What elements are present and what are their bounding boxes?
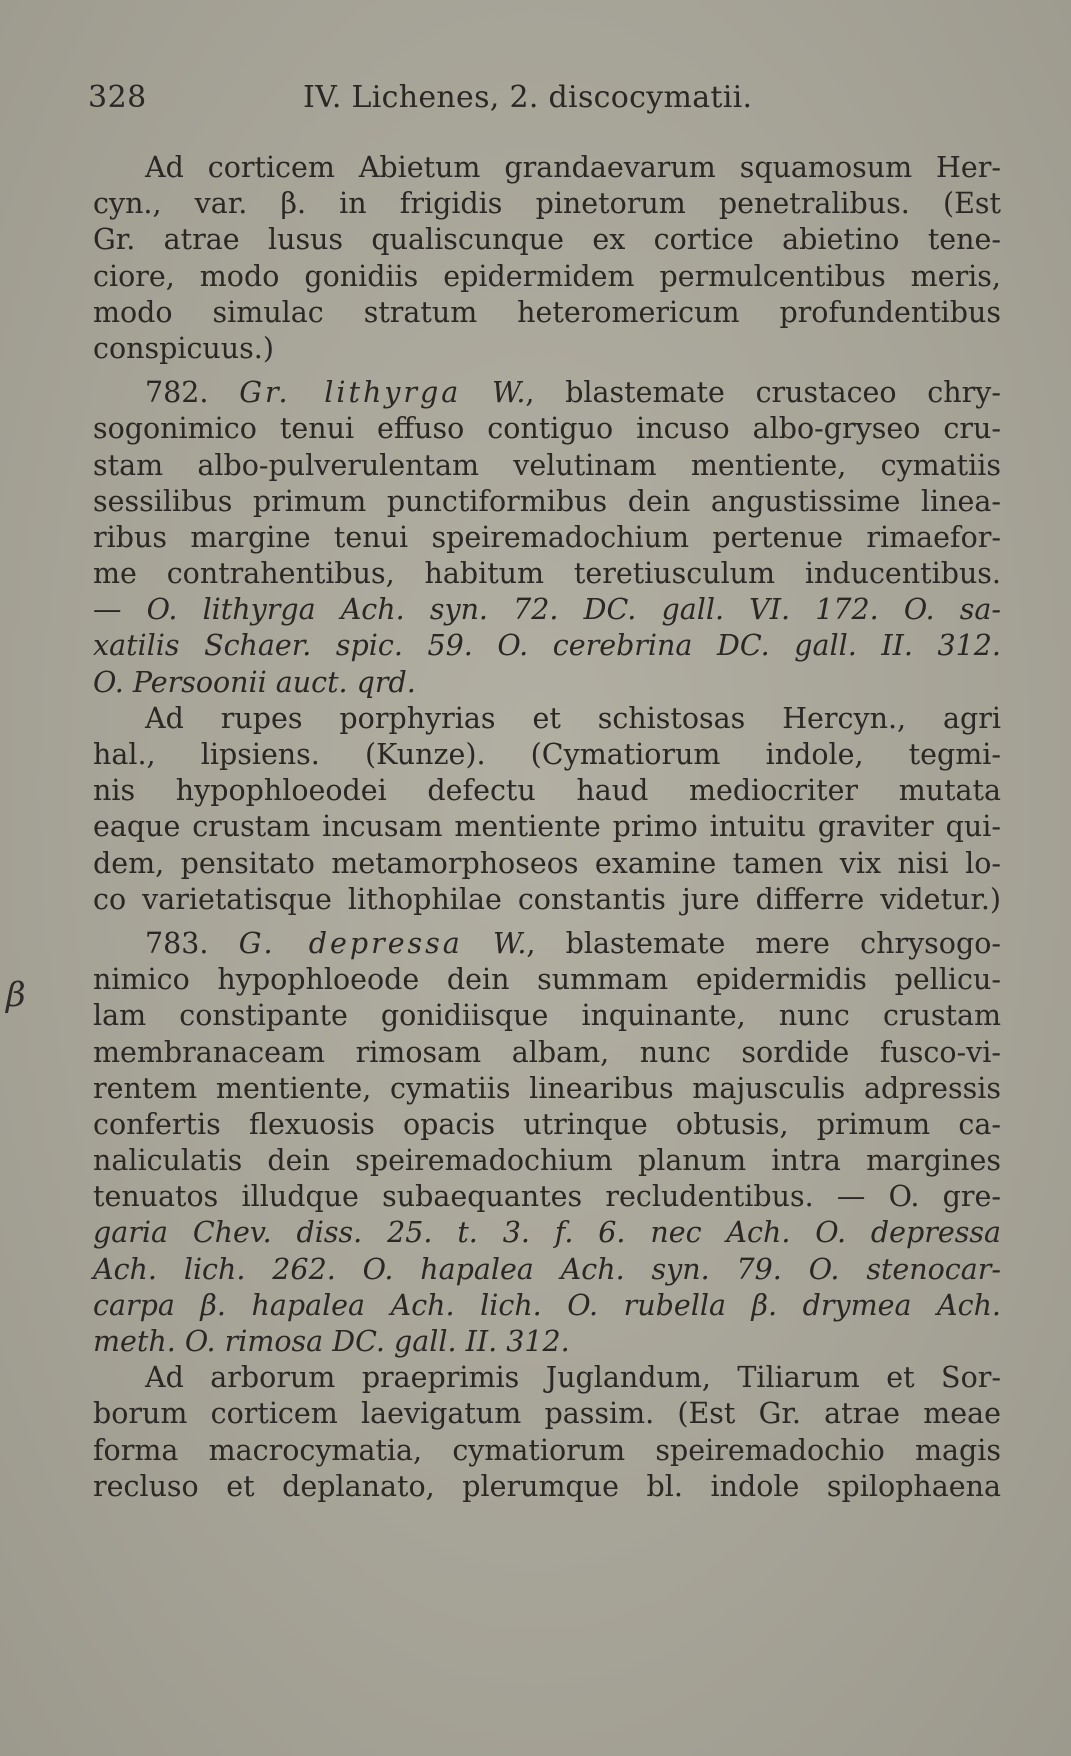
species-author: W. xyxy=(461,376,526,410)
running-title: IV. Lichenes, 2. discocymatii. xyxy=(303,80,753,115)
text-line: O. Persoonii auct. qrd. xyxy=(93,665,416,699)
species-number: 782. xyxy=(145,376,240,410)
text-line: carpa β. hapalea Ach. lich. O. rubella β. drymea Ach. xyxy=(93,1288,1001,1322)
margin-annotation: β xyxy=(6,975,26,1015)
species-author: W. xyxy=(462,926,527,960)
text-line: cyn., var. β. in frigidis pinetorum penetralibus. (Est xyxy=(93,187,1001,221)
body-text xyxy=(93,150,1001,1505)
text-line: — O. lithyrga Ach. syn. 72. DC. gall. VI. 172. O. sa- xyxy=(93,593,1001,627)
text-line: hal., lipsiens. (Kunze). (Cymatiorum indole, tegmi- xyxy=(93,738,1001,771)
text-line: lam constipante gonidiisque inquinante, nunc crustam xyxy=(93,999,1001,1033)
text-line: sessilibus primum punctiformibus dein angustissime linea- xyxy=(93,484,1001,518)
text-line: ribus margine tenui speiremadochium pertenue rimaefor- xyxy=(93,520,1001,554)
text-line: sogonimico tenui effuso contiguo incuso albo-gryseo cru- xyxy=(93,412,1001,446)
text-line: meth. O. rimosa DC. gall. II. 312. xyxy=(93,1325,570,1358)
text-line: eaque crustam incusam mentiente primo intuitu graviter qui- xyxy=(93,810,1001,844)
text-line: naliculatis dein speiremadochium planum intra margines xyxy=(93,1144,1001,1178)
text-line: recluso et deplanato, plerumque bl. indole spilophaena xyxy=(93,1469,1001,1503)
species-description: , blastemate crustaceo chry- xyxy=(525,376,1001,410)
text-line: nimico hypophloeode dein summam epidermidis pellicu- xyxy=(93,963,1001,997)
text-line: Ad arborum praeprimis Juglandum, Tiliarum et Sor- xyxy=(145,1361,1001,1395)
text-line: membranaceam rimosam albam, nunc sordide fusco-vi- xyxy=(93,1035,1001,1069)
text-line: co varietatisque lithophilae constantis jure differre videtur.) xyxy=(93,882,1001,916)
species-number: 783. xyxy=(145,926,239,960)
text-line: confertis flexuosis opacis utrinque obtusis, primum ca- xyxy=(93,1107,1001,1141)
text-line: rentem mentiente, cymatiis linearibus majusculis adpressis xyxy=(93,1071,1001,1105)
paragraph-gap xyxy=(93,367,1001,375)
text-line: me contrahentibus, habitum teretiusculum inducentibus. xyxy=(93,557,1001,591)
text-line: garia Chev. diss. 25. t. 3. f. 6. nec Ach. O. depressa xyxy=(93,1216,1001,1250)
page-number: 328 xyxy=(88,80,147,115)
text-line: borum corticem laevigatum passim. (Est Gr. atrae meae xyxy=(93,1397,1001,1431)
page-header xyxy=(88,80,988,124)
text-line: forma macrocymatia, cymatiorum speiremadochio magis xyxy=(93,1433,1001,1467)
text-line: stam albo-pulverulentam velutinam mentiente, cymatiis xyxy=(93,448,1001,482)
text-line: conspicuus.) xyxy=(93,331,274,365)
text-line xyxy=(93,926,1001,962)
text-line xyxy=(93,375,1001,411)
species-name: G. depressa xyxy=(238,926,463,960)
text-line: tenuatos illudque subaequantes recludentibus. — O. gre- xyxy=(93,1180,1001,1214)
text-line: dem, pensitato metamorphoseos examine tamen vix nisi lo- xyxy=(93,846,1001,880)
text-line: modo simulac stratum heteromericum profundentibus xyxy=(93,295,1001,329)
text-line: Ad rupes porphyrias et schistosas Hercyn., agri xyxy=(145,701,1001,735)
text-line: nis hypophloeodei defectu haud mediocriter mutata xyxy=(93,774,1001,808)
text-line: ciore, modo gonidiis epidermidem permulcentibus meris, xyxy=(93,259,1001,293)
species-name: Gr. lithyrga xyxy=(239,376,462,410)
paragraph-gap xyxy=(93,918,1001,926)
text-line: Ach. lich. 262. O. hapalea Ach. syn. 79. O. stenocar- xyxy=(93,1252,1001,1286)
species-description: , blastemate mere chrysogo- xyxy=(526,926,1001,960)
text-line: Ad corticem Abietum grandaevarum squamosum Her- xyxy=(145,151,1001,184)
text-line: Gr. atrae lusus qualiscunque ex cortice abietino tene- xyxy=(93,223,1001,257)
text-line: xatilis Schaer. spic. 59. O. cerebrina DC. gall. II. 312. xyxy=(93,629,1001,663)
